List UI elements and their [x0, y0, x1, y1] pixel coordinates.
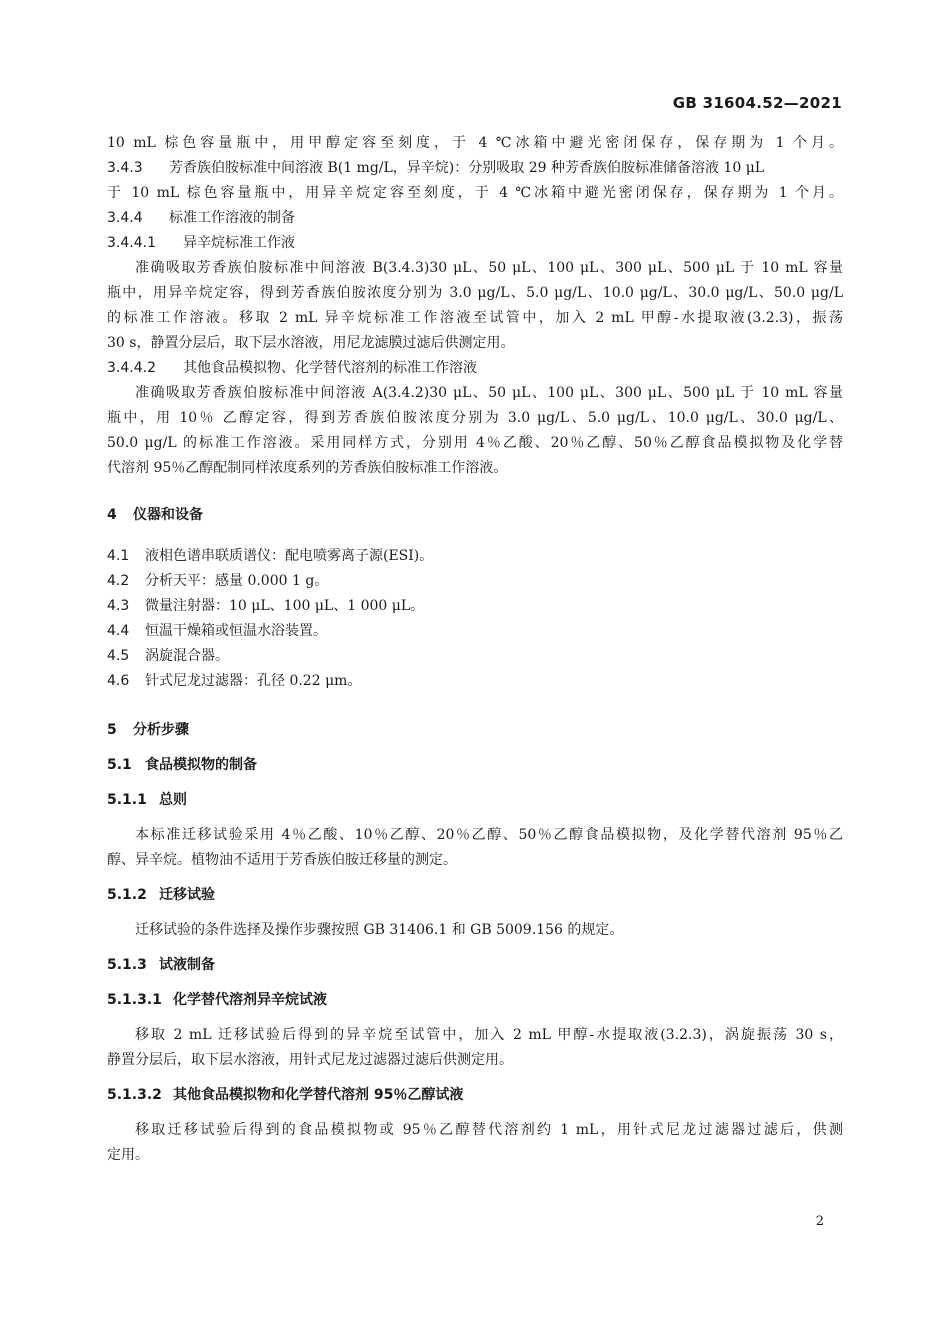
clause-number: 3.4.3: [107, 160, 143, 176]
section-title: 总则: [159, 792, 187, 808]
clause-text: 液相色谱串联质谱仪：配电喷雾离子源(ESI)。: [145, 548, 434, 564]
clause-title: 其他食品模拟物、化学替代溶剂的标准工作溶液: [183, 360, 477, 376]
section-number: 5.1.3: [107, 957, 147, 973]
clause-number: 3.4.4.1: [107, 235, 156, 251]
paragraph-line: 醇、异辛烷。植物油不适用于芳香族伯胺迁移量的测定。: [107, 852, 457, 868]
clause-number: 3.4.4: [107, 210, 143, 226]
clause-3-4-4: [107, 206, 843, 231]
clause-number: 4.2: [107, 573, 130, 589]
section-5-1-2-heading: [107, 883, 843, 908]
clause-4-5: [107, 644, 843, 669]
clause-title: 异辛烷标准工作液: [183, 235, 295, 251]
paragraph-line: 静置分层后，取下层水溶液，用针式尼龙过滤器过滤后供测定用。: [107, 1052, 513, 1068]
clause-3-4-3-text-line-2: 于 10 mL 棕色容量瓶中，用异辛烷定容至刻度，于 4 ℃冰箱中避光密闭保存，保存期为 1 个月。: [107, 185, 843, 201]
standard-code: GB 31604.52—2021: [672, 94, 842, 112]
paragraph-line: 移取迁移试验后得到的食品模拟物或 95％乙醇替代溶剂约 1 mL，用针式尼龙过滤器过滤后，供测: [135, 1122, 843, 1138]
paragraph-line: 30 s，静置分层后，取下层水溶液，用尼龙滤膜过滤后供测定用。: [107, 335, 515, 351]
section-5-1-heading: [107, 753, 843, 778]
clause-number: 4.1: [107, 548, 130, 564]
clause-3-4-3: [107, 156, 843, 181]
chapter-4-heading: [107, 503, 843, 528]
section-title: 其他食品模拟物和化学替代溶剂 95％乙醇试液: [173, 1087, 464, 1103]
chapter-title: 分析步骤: [133, 722, 189, 738]
clause-3-4-4-1: [107, 231, 843, 256]
chapter-number: 5: [107, 722, 117, 738]
paragraph-line: 准确吸取芳香族伯胺标准中间溶液 A(3.4.2)30 μL、50 μL、100 μL、300 μL、500 μL 于 10 mL 容量: [135, 385, 843, 401]
section-number: 5.1.1: [107, 792, 147, 808]
paragraph-line: 移取 2 mL 迁移试验后得到的异辛烷至试管中，加入 2 mL 甲醇-水提取液(3.2.3)，涡旋振荡 30 s，: [135, 1027, 843, 1043]
section-5-1-3-1-heading: [107, 988, 843, 1013]
section-number: 5.1.2: [107, 887, 147, 903]
clause-title: 标准工作溶液的制备: [169, 210, 295, 226]
section-number: 5.1: [107, 757, 132, 773]
paragraph-line: 瓶中，用异辛烷定容，得到芳香族伯胺浓度分别为 3.0 μg/L、5.0 μg/L、10.0 μg/L、30.0 μg/L、50.0 μg/L: [107, 285, 843, 301]
clause-text: 微量注射器：10 μL、100 μL、1 000 μL。: [145, 598, 425, 614]
section-title: 迁移试验: [159, 887, 215, 903]
chapter-number: 4: [107, 507, 117, 523]
page-number: 2: [815, 1214, 824, 1229]
clause-number: 4.6: [107, 673, 130, 689]
paragraph-line: 瓶中，用 10％ 乙醇定容，得到芳香族伯胺浓度分别为 3.0 μg/L、5.0 μg/L、10.0 μg/L、30.0 μg/L、: [107, 410, 843, 426]
paragraph-line: 迁移试验的条件选择及操作步骤按照 GB 31406.1 和 GB 5009.156 的规定。: [135, 922, 624, 938]
clause-4-4: [107, 619, 843, 644]
paragraph-line: 的标准工作溶液。移取 2 mL 异辛烷标准工作溶液至试管中，加入 2 mL 甲醇-水提取液(3.2.3)，振荡: [107, 310, 843, 326]
clause-text: 针式尼龙过滤器：孔径 0.22 μm。: [145, 673, 362, 689]
chapter-title: 仪器和设备: [133, 507, 203, 523]
section-title: 化学替代溶剂异辛烷试液: [173, 992, 327, 1008]
section-number: 5.1.3.2: [107, 1087, 162, 1103]
paragraph-line: 50.0 μg/L 的标准工作溶液。采用同样方式，分别用 4％乙酸、20％乙醇、50％乙醇食品模拟物及化学替: [107, 435, 843, 451]
clause-4-6: [107, 669, 843, 694]
clause-number: 4.4: [107, 623, 130, 639]
clause-number: 4.3: [107, 598, 130, 614]
section-title: 食品模拟物的制备: [145, 757, 257, 773]
clause-text-line-1: 芳香族伯胺标准中间溶液 B(1 mg/L，异辛烷)：分别吸取 29 种芳香族伯胺标准储备溶液 10 μL: [169, 160, 765, 176]
clause-4-1: [107, 544, 843, 569]
clause-4-3: [107, 594, 843, 619]
section-5-1-3-2-heading: [107, 1083, 843, 1108]
chapter-5-heading: [107, 718, 843, 743]
clause-number: 3.4.4.2: [107, 360, 156, 376]
clause-4-2: [107, 569, 843, 594]
page-content: [107, 131, 843, 1168]
clause-text: 涡旋混合器。: [145, 648, 229, 664]
paragraph-line: 准确吸取芳香族伯胺标准中间溶液 B(3.4.3)30 μL、50 μL、100 μL、300 μL、500 μL 于 10 mL 容量: [135, 260, 843, 276]
section-5-1-1-heading: [107, 788, 843, 813]
clause-text: 恒温干燥箱或恒温水浴装置。: [145, 623, 327, 639]
continued-paragraph-line: 10 mL 棕色容量瓶中，用甲醇定容至刻度，于 4 ℃冰箱中避光密闭保存，保存期为 1 个月。: [107, 135, 843, 151]
clause-text: 分析天平：感量 0.000 1 g。: [145, 573, 329, 589]
paragraph-line: 本标准迁移试验采用 4％乙酸、10％乙醇、20％乙醇、50％乙醇食品模拟物，及化学替代溶剂 95％乙: [135, 827, 843, 843]
clause-3-4-4-2: [107, 356, 843, 381]
paragraph-line: 代溶剂 95％乙醇配制同样浓度系列的芳香族伯胺标准工作溶液。: [107, 460, 508, 476]
section-number: 5.1.3.1: [107, 992, 162, 1008]
section-title: 试液制备: [159, 957, 215, 973]
clause-number: 4.5: [107, 648, 130, 664]
section-5-1-3-heading: [107, 953, 843, 978]
paragraph-line: 定用。: [107, 1147, 149, 1163]
